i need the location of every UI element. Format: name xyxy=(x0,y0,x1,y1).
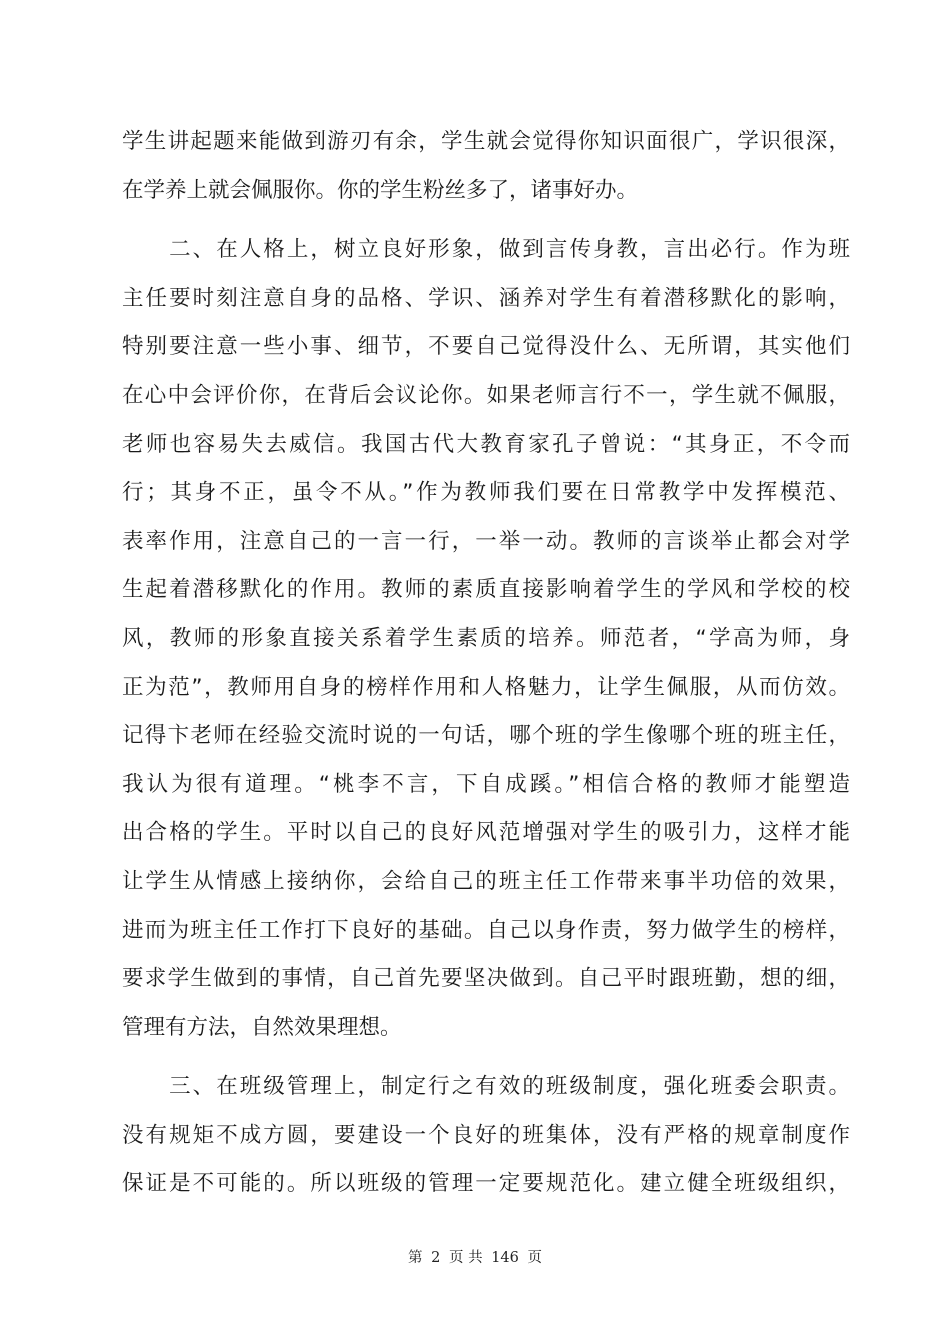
paragraph-start-line: 二、在人格上，树立良好形象，做到言传身教，言出必行。作为班 xyxy=(122,237,850,263)
paragraph-start-line: 三、在班级管理上，制定行之有效的班级制度，强化班委会职责。 xyxy=(122,1074,850,1100)
text-line: 特别要注意一些小事、细节，不要自己觉得没什么、无所谓，其实他们 xyxy=(122,334,850,360)
text-line: 生起着潜移默化的作用。教师的素质直接影响着学生的学风和学校的校 xyxy=(122,577,850,603)
text-line: 学生讲起题来能做到游刃有余，学生就会觉得你知识面很广，学识很深， xyxy=(122,129,850,154)
text-line: 保证是不可能的。所以班级的管理一定要规范化。建立健全班级组织， xyxy=(122,1171,850,1197)
text-line: 没有规矩不成方圆，要建设一个良好的班集体，没有严格的规章制度作 xyxy=(122,1122,850,1148)
current-page-number: 2 xyxy=(431,1250,441,1266)
total-page-count: 146 xyxy=(491,1250,519,1266)
text-line: 进而为班主任工作打下良好的基础。自己以身作责，努力做学生的榜样， xyxy=(122,917,850,943)
text-line: 出合格的学生。平时以自己的良好风范增强对学生的吸引力，这样才能 xyxy=(122,820,850,846)
page-footer xyxy=(0,1246,950,1267)
footer-middle: 页 共 xyxy=(448,1250,483,1266)
text-line: 让学生从情感上接纳你，会给自己的班主任工作带来事半功倍的效果， xyxy=(122,868,850,894)
text-line: 管理有方法，自然效果理想。 xyxy=(122,1014,402,1040)
text-line: 我认为很有道理。“桃李不言，下自成蹊。”相信合格的教师才能塑造 xyxy=(122,771,850,797)
text-line: 记得卞老师在经验交流时说的一句话，哪个班的学生像哪个班的班主任， xyxy=(122,723,850,749)
text-line: 表率作用，注意自己的一言一行，一举一动。教师的言谈举止都会对学 xyxy=(122,528,850,554)
text-line: 在心中会评价你，在背后会议论你。如果老师言行不一，学生就不佩服， xyxy=(122,382,850,408)
text-line: 主任要时刻注意自身的品格、学识、涵养对学生有着潜移默化的影响， xyxy=(122,285,850,311)
document-body xyxy=(122,118,850,1209)
text-line: 老师也容易失去威信。我国古代大教育家孔子曾说：“其身正，不令而 xyxy=(122,431,850,457)
text-line: 行；其身不正，虽令不从。”作为教师我们要在日常教学中发挥模范、 xyxy=(122,480,850,506)
footer-suffix: 页 xyxy=(527,1250,542,1266)
text-line: 要求学生做到的事情，自己首先要坚决做到。自己平时跟班勤，想的细， xyxy=(122,966,850,992)
text-line: 正为范”，教师用自身的榜样作用和人格魅力，让学生佩服，从而仿效。 xyxy=(122,674,850,700)
footer-prefix: 第 xyxy=(408,1250,423,1266)
text-line: 在学养上就会佩服你。你的学生粉丝多了，诸事好办。 xyxy=(122,177,639,203)
text-line: 风，教师的形象直接关系着学生素质的培养。师范者，“学高为师，身 xyxy=(122,625,850,651)
